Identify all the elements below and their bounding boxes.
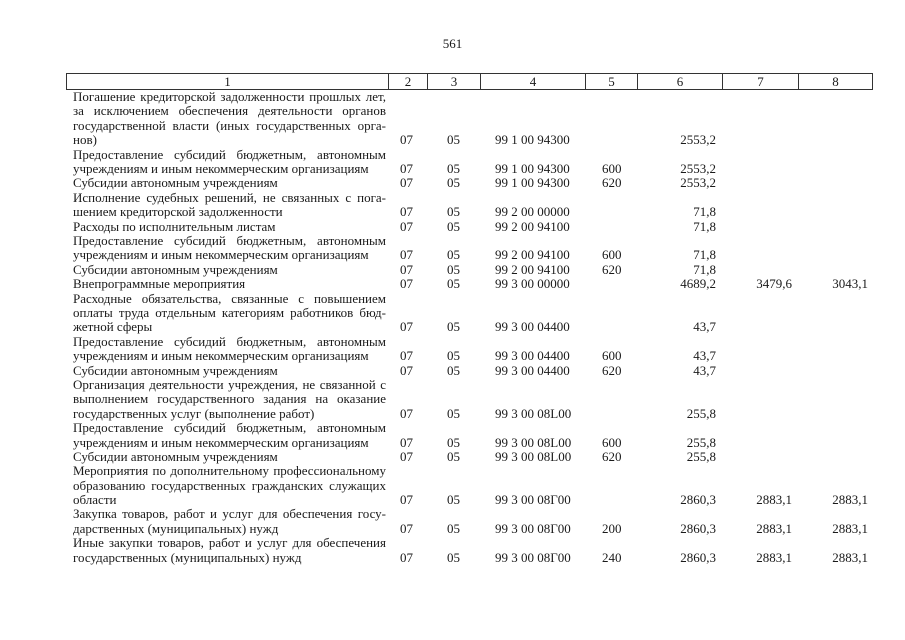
cell-c6: 2860,3 [680, 520, 716, 536]
cell-c3: 05 [447, 448, 460, 464]
header-col-7: 7 [723, 74, 799, 89]
description-line: Внепрограммные мероприятия [73, 276, 246, 292]
cell-c4: 99 3 00 04400 [495, 348, 570, 364]
description-line: Организация деятельности учреждения, не связанной с [73, 376, 386, 392]
row-description [73, 277, 386, 291]
description-line: за исключением обеспечения деятельности органов [73, 103, 386, 119]
cell-c5: 600 [602, 161, 622, 176]
cell-c7: 3479,6 [756, 276, 792, 292]
table-row [0, 191, 905, 220]
row-description [73, 263, 386, 277]
cell-c3: 05 [447, 132, 460, 148]
cell-c6: 71,8 [693, 261, 716, 277]
header-col-3: 3 [428, 74, 481, 89]
cell-c4: 99 3 00 08Г00 [495, 492, 571, 508]
cell-c7: 2883,1 [756, 549, 792, 565]
cell-c2: 07 [400, 434, 413, 450]
row-description [73, 507, 386, 536]
cell-c2: 07 [400, 362, 413, 378]
description-line: Исполнение судебных решений, не связанных с пога- [73, 189, 386, 205]
cell-c6: 71,8 [693, 218, 716, 234]
cell-c6: 4689,2 [680, 276, 716, 292]
cell-c7: 2883,1 [756, 492, 792, 508]
row-description [73, 364, 386, 378]
description-line: государственных (муниципальных) нужд [73, 549, 302, 565]
cell-c4: 99 3 00 08L00 [495, 434, 572, 450]
cell-c5: 240 [602, 549, 622, 565]
table-row [0, 277, 905, 291]
cell-c5: 600 [602, 434, 622, 450]
table-row [0, 220, 905, 234]
cell-c3: 05 [447, 405, 460, 421]
cell-c6: 71,8 [693, 247, 716, 263]
table-row [0, 90, 905, 148]
description-line: Предоставление субсидий бюджетным, автономным [73, 146, 386, 162]
cell-c3: 05 [447, 175, 460, 191]
table-row [0, 292, 905, 335]
cell-c4: 99 2 00 94100 [495, 247, 570, 263]
cell-c3: 05 [447, 362, 460, 378]
cell-c8: 3043,1 [832, 276, 868, 292]
cell-c2: 07 [400, 161, 413, 176]
cell-c4: 99 1 00 94300 [495, 161, 570, 176]
cell-c2: 07 [400, 204, 413, 220]
description-line: Субсидии автономным учреждениям [73, 448, 278, 464]
cell-c2: 07 [400, 247, 413, 263]
page-number: 561 [442, 36, 463, 51]
cell-c2: 07 [400, 520, 413, 536]
cell-c6: 43,7 [693, 319, 716, 335]
table-row [0, 450, 905, 464]
cell-c6: 255,8 [686, 434, 716, 450]
cell-c5: 200 [602, 520, 622, 536]
header-col-1: 1 [67, 74, 389, 89]
table-row [0, 507, 905, 536]
cell-c5: 620 [602, 175, 622, 191]
table-row [0, 335, 905, 364]
table-row [0, 148, 905, 177]
cell-c4: 99 3 00 08L00 [495, 448, 572, 464]
description-line: государственных услуг (выполнение работ) [73, 405, 315, 421]
description-line: Иные закупки товаров, работ и услуг для обеспечения [73, 535, 386, 551]
cell-c4: 99 3 00 04400 [495, 362, 570, 378]
cell-c2: 07 [400, 348, 413, 364]
cell-c3: 05 [447, 161, 460, 176]
table-header [66, 73, 873, 90]
cell-c3: 05 [447, 492, 460, 508]
header-col-6: 6 [638, 74, 723, 89]
cell-c2: 07 [400, 218, 413, 234]
cell-c6: 2860,3 [680, 549, 716, 565]
cell-c3: 05 [447, 434, 460, 450]
cell-c8: 2883,1 [832, 492, 868, 508]
cell-c3: 05 [447, 319, 460, 335]
cell-c4: 99 2 00 94100 [495, 261, 570, 277]
cell-c6: 255,8 [686, 405, 716, 421]
cell-c3: 05 [447, 549, 460, 565]
cell-c5: 600 [602, 247, 622, 263]
cell-c4: 99 3 00 08Г00 [495, 520, 571, 536]
cell-c2: 07 [400, 276, 413, 292]
cell-c3: 05 [447, 348, 460, 364]
row-description [73, 335, 386, 364]
cell-c2: 07 [400, 175, 413, 191]
description-line: Субсидии автономным учреждениям [73, 261, 278, 277]
description-line: Субсидии автономным учреждениям [73, 362, 278, 378]
cell-c2: 07 [400, 549, 413, 565]
cell-c2: 07 [400, 405, 413, 421]
table-row [0, 234, 905, 263]
row-description [73, 191, 386, 220]
description-line: Мероприятия по дополнительному профессиональному [73, 463, 386, 479]
cell-c4: 99 2 00 00000 [495, 204, 570, 220]
description-line: области [73, 492, 117, 508]
description-line: Предоставление субсидий бюджетным, автономным [73, 232, 386, 248]
description-line: Расходы по исполнительным листам [73, 218, 276, 234]
cell-c3: 05 [447, 204, 460, 220]
table-row [0, 421, 905, 450]
cell-c4: 99 2 00 94100 [495, 218, 570, 234]
cell-c3: 05 [447, 276, 460, 292]
row-description [73, 220, 386, 234]
cell-c6: 71,8 [693, 204, 716, 220]
cell-c6: 2553,2 [680, 161, 716, 176]
cell-c3: 05 [447, 261, 460, 277]
description-line: Предоставление субсидий бюджетным, автономным [73, 333, 386, 349]
description-line: учреждениям и иным некоммерческим организациям [73, 247, 369, 263]
description-line: выполнением государственного задания на оказание [73, 391, 386, 407]
description-line: оплаты труда отдельным категориям работников бюд- [73, 304, 386, 320]
cell-c8: 2883,1 [832, 520, 868, 536]
description-line: жетной сферы [73, 319, 153, 335]
description-line: образованию государственных гражданских служащих [73, 477, 386, 493]
description-line: Предоставление субсидий бюджетным, автономным [73, 420, 386, 436]
description-line: шением кредиторской задолженности [73, 204, 283, 220]
cell-c7: 2883,1 [756, 520, 792, 536]
cell-c5: 620 [602, 448, 622, 464]
table-row [0, 364, 905, 378]
cell-c5: 600 [602, 348, 622, 364]
cell-c4: 99 1 00 94300 [495, 175, 570, 191]
table-row [0, 464, 905, 507]
table-row [0, 176, 905, 190]
cell-c4: 99 3 00 04400 [495, 319, 570, 335]
row-description [73, 536, 386, 565]
cell-c2: 07 [400, 319, 413, 335]
row-description [73, 421, 386, 450]
cell-c4: 99 3 00 08L00 [495, 405, 572, 421]
header-col-2: 2 [389, 74, 428, 89]
description-line: государственной власти (иных государственных орга- [73, 117, 386, 133]
cell-c2: 07 [400, 261, 413, 277]
cell-c2: 07 [400, 132, 413, 148]
cell-c6: 43,7 [693, 348, 716, 364]
cell-c4: 99 3 00 08Г00 [495, 549, 571, 565]
table-body [0, 90, 905, 565]
cell-c6: 255,8 [686, 448, 716, 464]
row-description [73, 450, 386, 464]
cell-c6: 2553,2 [680, 132, 716, 148]
row-description [73, 176, 386, 190]
header-col-8: 8 [832, 74, 839, 89]
cell-c2: 07 [400, 492, 413, 508]
table-row [0, 536, 905, 565]
cell-c4: 99 1 00 94300 [495, 132, 570, 148]
description-line: нов) [73, 132, 97, 148]
cell-c2: 07 [400, 448, 413, 464]
row-description [73, 234, 386, 263]
description-line: Погашение кредиторской задолженности прошлых лет, [73, 89, 386, 104]
description-line: учреждениям и иным некоммерческим организациям [73, 348, 369, 364]
row-description [73, 464, 386, 507]
cell-c6: 2553,2 [680, 175, 716, 191]
table-row [0, 378, 905, 421]
cell-c4: 99 3 00 00000 [495, 276, 570, 292]
header-col-4: 4 [481, 74, 586, 89]
description-line: Закупка товаров, работ и услуг для обеспечения госу- [73, 506, 386, 522]
cell-c6: 43,7 [693, 362, 716, 378]
description-line: учреждениям и иным некоммерческим организациям [73, 434, 369, 450]
description-line: Субсидии автономным учреждениям [73, 175, 278, 191]
cell-c6: 2860,3 [680, 492, 716, 508]
cell-c3: 05 [447, 520, 460, 536]
description-line: учреждениям и иным некоммерческим организациям [73, 160, 369, 176]
cell-c8: 2883,1 [832, 549, 868, 565]
description-line: Расходные обязательства, связанные с повышением [73, 290, 386, 306]
header-col-5: 5 [586, 74, 638, 89]
cell-c5: 620 [602, 362, 622, 378]
row-description [73, 148, 386, 177]
description-line: дарственных (муниципальных) нужд [73, 520, 279, 536]
row-description [73, 292, 386, 335]
cell-c3: 05 [447, 218, 460, 234]
row-description [73, 378, 386, 421]
row-description [73, 90, 386, 148]
table-row [0, 263, 905, 277]
cell-c3: 05 [447, 247, 460, 263]
cell-c5: 620 [602, 261, 622, 277]
